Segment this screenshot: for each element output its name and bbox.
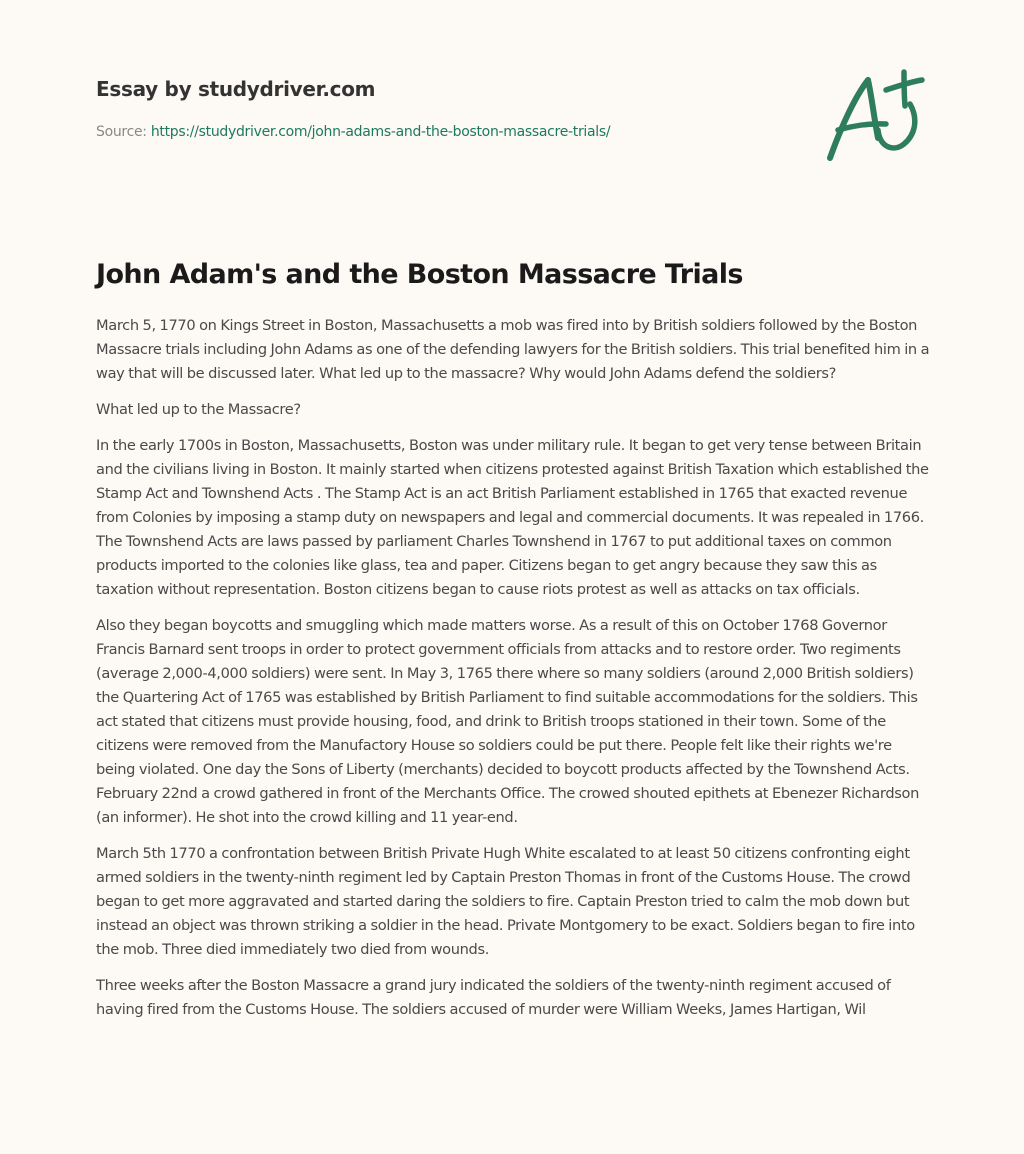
brand-title: Essay by studydriver.com <box>96 77 376 101</box>
a-plus-grade-icon <box>822 68 930 164</box>
essay-title: John Adam's and the Boston Massacre Trials <box>96 259 743 290</box>
paragraph-grand-jury: Three weeks after the Boston Massacre a grand jury indicated the soldiers of the twenty-ninth regiment accused of having fired from the Customs House. The soldiers accused of murder were William Weeks, James Hartigan, Wil <box>96 977 891 1018</box>
source-link[interactable]: https://studydriver.com/john-adams-and-the-boston-massacre-trials/ <box>150 124 611 140</box>
source-line <box>96 122 796 142</box>
paragraph-background: In the early 1700s in Boston, Massachusetts, Boston was under military rule. It began to get very tense between Britain and the civilians living in Boston. It mainly started when citizens protested against British Taxation which established the Stamp Act and Townshend Acts . The Stamp Act is an act British Parliament established in 1765 that exacted revenue from Colonies by imposing a stamp duty on newspapers and legal and commercial documents. It was repealed in 1766. The Townshend Acts are laws passed by parliament Charles Townshend in 1767 to put additional taxes on common products imported to the colonies like glass, tea and paper. Citizens began to get angry because they saw this as taxation without representation. Boston citizens began to cause riots protest as well as attacks on tax officials. <box>96 437 929 598</box>
paragraph-intro: March 5, 1770 on Kings Street in Boston, Massachusetts a mob was fired into by British soldiers followed by the Boston Massacre trials including John Adams as one of the defending lawyers for the British soldiers. This trial benefited him in a way that will be discussed later. What led up to the massacre? Why would John Adams defend the soldiers? <box>96 317 930 382</box>
paragraph-subheading: What led up to the Massacre? <box>96 401 301 418</box>
essay-body <box>96 314 930 1034</box>
page-header <box>96 74 796 142</box>
source-label: Source: <box>96 124 151 140</box>
paragraph-massacre: March 5th 1770 a confrontation between British Private Hugh White escalated to at least 50 citizens confronting eight armed soldiers in the twenty-ninth regiment led by Captain Preston Thomas in front of the Customs House. The crowd began to get more aggravated and started daring the soldiers to fire. Captain Preston tried to calm the mob down but instead an object was thrown striking a soldier in the head. Private Montgomery to be exact. Soldiers began to fire into the mob. Three died immediately two died from wounds. <box>96 845 915 958</box>
paragraph-escalation: Also they began boycotts and smuggling which made matters worse. As a result of this on October 1768 Governor Francis Barnard sent troops in order to protect government officials from attacks and to restore order. Two regiments (average 2,000-4,000 soldiers) were sent. In May 3, 1765 there where so many soldiers (around 2,000 British soldiers) the Quartering Act of 1765 was established by British Parliament to find suitable accommodations for the soldiers. This act stated that citizens must provide housing, food, and drink to British troops stationed in their town. Some of the citizens were removed from the Manufactory House so soldiers could be put there. People felt like their rights we're being violated. One day the Sons of Liberty (merchants) decided to boycott products affected by the Townshend Acts. February 22nd a crowd gathered in front of the Merchants Office. The crowed shouted epithets at Ebenezer Richardson (an informer). He shot into the crowd killing and 11 year-end. <box>96 617 919 826</box>
